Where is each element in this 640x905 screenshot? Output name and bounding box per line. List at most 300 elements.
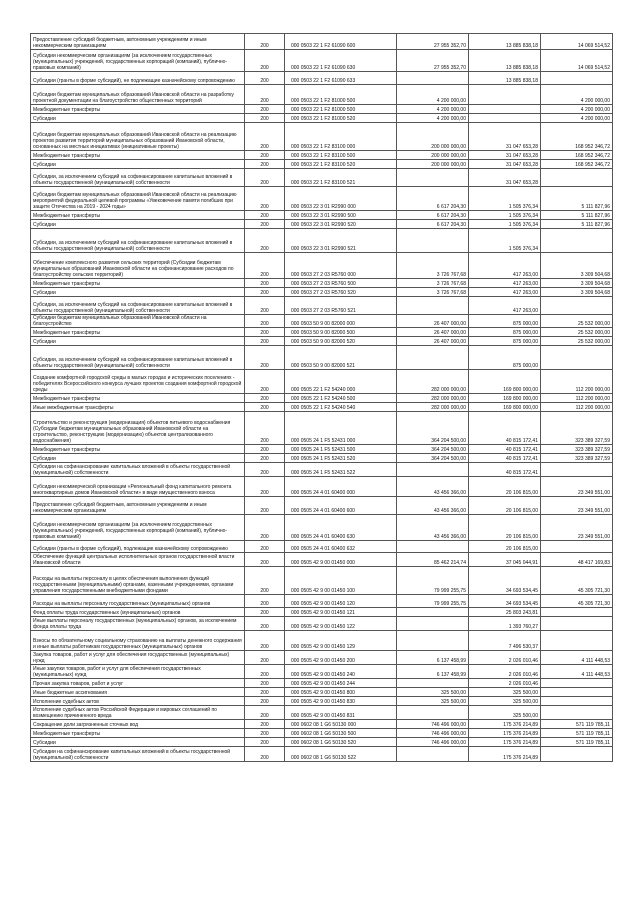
table-row [31,553,613,567]
row-name-cell: Предоставление субсидий бюджетным, автономным учреждениям и иным некоммерческим организациям [31,497,245,515]
row-name-cell: Субсидии [31,114,245,123]
table-row [31,541,613,553]
row-approved-amount-cell: 6 137 458,99 [397,665,469,679]
table-row [31,706,613,720]
row-budget-code-cell: 000 0503 22 3 01 R2990 500 [285,211,397,220]
row-budget-code-cell: 000 0602 08 1 G6 50130 520 [285,738,397,747]
row-remaining-amount-cell: 23 349 551,00 [541,515,613,541]
row-line-code-cell: 200 [245,454,285,463]
row-remaining-amount-cell [541,688,613,697]
row-budget-code-cell: 000 0503 22 3 01 R2990 000 [285,187,397,211]
row-approved-amount-cell [397,608,469,617]
row-line-code-cell: 200 [245,160,285,169]
row-approved-amount-cell: 200 000 000,00 [397,123,469,151]
row-executed-amount-cell: 875 000,00 [469,346,541,370]
row-executed-amount-cell: 417 263,00 [469,279,541,288]
row-executed-amount-cell: 417 263,00 [469,253,541,279]
row-budget-code-cell: 000 0503 22 1 F2 81000 500 [285,105,397,114]
row-executed-amount-cell: 175 376 214,89 [469,729,541,738]
row-budget-code-cell: 000 0503 22 1 F2 61090 633 [285,72,397,85]
row-budget-code-cell: 000 0505 42 9 00 01450 244 [285,679,397,688]
row-budget-code-cell: 000 0505 24 4 01 60400 600 [285,497,397,515]
table-row [31,297,613,315]
row-line-code-cell: 200 [245,34,285,50]
table-row [31,50,613,72]
row-remaining-amount-cell: 5 111 827,96 [541,220,613,229]
row-budget-code-cell: 000 0505 24 4 01 60400 632 [285,541,397,553]
row-executed-amount-cell: 1 505 376,34 [469,187,541,211]
row-budget-code-cell: 000 0505 24 1 F5 52431 522 [285,463,397,477]
row-line-code-cell: 200 [245,412,285,445]
row-name-cell: Закупка товаров, работ и услуг для обеспечения государственных (муниципальных) нужд [31,651,245,665]
row-name-cell: Субсидии [31,738,245,747]
row-remaining-amount-cell [541,747,613,762]
row-approved-amount-cell: 282 000 000,00 [397,394,469,403]
row-name-cell: Субсидии, за исключением субсидий на софинансирование капитальных вложений в объекты государственной (муниципальной) собственности [31,169,245,187]
row-remaining-amount-cell: 3 309 504,68 [541,279,613,288]
row-remaining-amount-cell: 25 532 000,00 [541,315,613,328]
row-remaining-amount-cell [541,541,613,553]
row-budget-code-cell: 000 0503 22 1 F2 81000 520 [285,114,397,123]
row-name-cell: Прочая закупка товаров, работ и услуг [31,679,245,688]
row-budget-code-cell: 000 0505 22 1 F2 54240 000 [285,370,397,394]
row-approved-amount-cell: 6 617 204,30 [397,211,469,220]
row-name-cell: Межбюджетные трансферты [31,445,245,454]
table-row [31,169,613,187]
table-row [31,720,613,729]
row-executed-amount-cell [469,114,541,123]
row-executed-amount-cell: 169 800 000,00 [469,394,541,403]
row-approved-amount-cell: 3 726 767,68 [397,288,469,297]
row-remaining-amount-cell: 323 389 327,59 [541,412,613,445]
row-budget-code-cell: 000 0505 24 4 01 60400 630 [285,515,397,541]
table-row [31,665,613,679]
row-approved-amount-cell: 746 496 000,00 [397,738,469,747]
row-remaining-amount-cell [541,169,613,187]
row-name-cell: Субсидии (гранты в форме субсидий), не подлежащие казначейскому сопровождению [31,72,245,85]
row-executed-amount-cell: 875 000,00 [469,337,541,346]
row-remaining-amount-cell: 5 111 827,96 [541,187,613,211]
row-executed-amount-cell: 175 376 214,89 [469,720,541,729]
row-executed-amount-cell: 875 000,00 [469,315,541,328]
table-row [31,697,613,706]
row-executed-amount-cell: 417 263,00 [469,297,541,315]
table-row [31,253,613,279]
row-line-code-cell: 200 [245,665,285,679]
row-approved-amount-cell: 282 000 000,00 [397,370,469,394]
row-executed-amount-cell: 2 026 010,46 [469,679,541,688]
row-approved-amount-cell: 4 200 000,00 [397,105,469,114]
row-remaining-amount-cell [541,617,613,631]
row-remaining-amount-cell: 4 200 000,00 [541,85,613,105]
row-executed-amount-cell: 7 496 530,37 [469,631,541,651]
table-row [31,747,613,762]
row-approved-amount-cell: 6 617 204,30 [397,220,469,229]
row-budget-code-cell: 000 0505 42 9 00 01450 831 [285,706,397,720]
row-approved-amount-cell: 3 726 767,68 [397,253,469,279]
row-remaining-amount-cell [541,706,613,720]
row-line-code-cell: 200 [245,151,285,160]
row-budget-code-cell: 000 0602 08 1 G6 50130 000 [285,720,397,729]
row-line-code-cell: 200 [245,515,285,541]
row-name-cell: Создание комфортной городской среды в малых городах и исторических поселениях - победителях Всероссийского конкурса лучших проектов создания комфортной городской среды [31,370,245,394]
row-remaining-amount-cell: 112 200 000,00 [541,370,613,394]
row-remaining-amount-cell: 14 069 514,52 [541,34,613,50]
row-budget-code-cell: 000 0602 08 1 G6 50130 500 [285,729,397,738]
row-budget-code-cell: 000 0503 22 1 F2 81000 500 [285,85,397,105]
table-row [31,403,613,412]
row-line-code-cell: 200 [245,679,285,688]
row-budget-code-cell: 000 0503 27 2 03 R5760 500 [285,279,397,288]
table-row [31,328,613,337]
row-line-code-cell: 200 [245,688,285,697]
row-approved-amount-cell [397,297,469,315]
row-remaining-amount-cell [541,297,613,315]
row-remaining-amount-cell: 23 349 551,00 [541,497,613,515]
row-budget-code-cell: 000 0503 22 1 F2 83100 520 [285,160,397,169]
row-line-code-cell: 200 [245,477,285,497]
row-name-cell: Субсидии, за исключением субсидий на софинансирование капитальных вложений в объекты государственной (муниципальной) собственности [31,297,245,315]
table-row [31,85,613,105]
table-row [31,211,613,220]
row-line-code-cell: 200 [245,346,285,370]
table-row [31,463,613,477]
row-remaining-amount-cell: 571 119 785,11 [541,738,613,747]
table-row [31,72,613,85]
row-remaining-amount-cell: 4 200 000,00 [541,114,613,123]
row-remaining-amount-cell: 323 389 327,59 [541,454,613,463]
row-budget-code-cell: 000 0503 27 2 03 R5760 520 [285,288,397,297]
row-executed-amount-cell: 2 026 010,46 [469,651,541,665]
row-line-code-cell: 200 [245,220,285,229]
row-line-code-cell: 200 [245,297,285,315]
row-budget-code-cell: 000 0503 22 1 F2 61090 600 [285,34,397,50]
table-row [31,738,613,747]
row-name-cell: Расходы на выплаты персоналу в целях обеспечения выполнения функций государственными (муниципальными) органами, казенными учреждениями, органами управления государственными внебюджетными фондами [31,567,245,595]
row-executed-amount-cell: 1 505 376,34 [469,211,541,220]
row-line-code-cell: 200 [245,279,285,288]
table-row [31,617,613,631]
row-approved-amount-cell: 200 000 000,00 [397,160,469,169]
row-executed-amount-cell: 325 500,00 [469,697,541,706]
row-executed-amount-cell: 2 026 010,46 [469,665,541,679]
budget-execution-table [30,33,613,762]
table-row [31,288,613,297]
row-approved-amount-cell: 282 000 000,00 [397,403,469,412]
table-row [31,567,613,595]
row-remaining-amount-cell: 3 309 504,68 [541,253,613,279]
row-executed-amount-cell [469,105,541,114]
row-budget-code-cell: 000 0503 22 3 01 R2990 521 [285,229,397,253]
row-line-code-cell: 200 [245,706,285,720]
row-line-code-cell: 200 [245,541,285,553]
row-remaining-amount-cell [541,463,613,477]
row-line-code-cell: 200 [245,288,285,297]
row-name-cell: Строительство и реконструкция (модернизация) объектов питьевого водоснабжения (Субсидии бюджетам муниципальных образований Ивановской области на строительство, реконструкцию (модернизацию) объектов централизованного водоснабжения) [31,412,245,445]
table-row [31,105,613,114]
row-name-cell: Субсидии [31,337,245,346]
row-approved-amount-cell: 6 617 204,30 [397,187,469,211]
row-remaining-amount-cell: 112 200 000,00 [541,394,613,403]
table-body [31,34,613,762]
row-budget-code-cell: 000 0505 24 1 F5 52431 500 [285,445,397,454]
row-approved-amount-cell: 26 407 000,00 [397,315,469,328]
row-budget-code-cell: 000 0503 22 1 F2 83100 521 [285,169,397,187]
row-budget-code-cell: 000 0505 42 9 00 01450 100 [285,567,397,595]
row-name-cell: Субсидии на софинансирование капитальных вложений в объекты государственной (муниципальной) собственности [31,463,245,477]
row-executed-amount-cell: 169 800 000,00 [469,370,541,394]
row-line-code-cell: 200 [245,211,285,220]
row-approved-amount-cell: 85 462 214,74 [397,553,469,567]
row-line-code-cell: 200 [245,315,285,328]
row-remaining-amount-cell [541,697,613,706]
row-name-cell: Субсидии [31,160,245,169]
row-line-code-cell: 200 [245,370,285,394]
row-name-cell: Исполнение судебных актов [31,697,245,706]
row-remaining-amount-cell: 4 111 448,53 [541,651,613,665]
row-line-code-cell: 200 [245,463,285,477]
row-remaining-amount-cell: 4 200 000,00 [541,105,613,114]
table-row [31,688,613,697]
table-row [31,151,613,160]
row-executed-amount-cell: 20 106 815,00 [469,541,541,553]
row-line-code-cell: 200 [245,114,285,123]
row-name-cell: Обеспечение комплексного развития сельских территорий (Субсидии бюджетам муниципальных образований Ивановской области на софинансирование расходов по благоустройству сельских территорий) [31,253,245,279]
row-name-cell: Иные бюджетные ассигнования [31,688,245,697]
row-budget-code-cell: 000 0503 50 9 00 82000 500 [285,328,397,337]
row-name-cell: Обеспечение функций центральных исполнительных органов государственной власти Ивановской области [31,553,245,567]
row-executed-amount-cell: 20 106 815,00 [469,477,541,497]
table-row [31,114,613,123]
row-line-code-cell: 200 [245,187,285,211]
row-name-cell: Субсидии бюджетам муниципальных образований Ивановской области на реализацию мероприятий федеральной целевой программы «Увековечение памяти погибших при защите Отечества на 2019 - 2024 годы» [31,187,245,211]
table-row [31,454,613,463]
row-line-code-cell: 200 [245,445,285,454]
row-executed-amount-cell: 325 500,00 [469,706,541,720]
table-row [31,315,613,328]
row-approved-amount-cell [397,679,469,688]
row-name-cell: Исполнение судебных актов Российской Федерации и мировых соглашений по возмещению причиненного вреда [31,706,245,720]
row-executed-amount-cell: 31 047 653,28 [469,123,541,151]
row-budget-code-cell: 000 0503 50 9 00 82000 521 [285,346,397,370]
row-approved-amount-cell: 746 496 000,00 [397,720,469,729]
row-approved-amount-cell: 4 200 000,00 [397,114,469,123]
row-executed-amount-cell: 13 885 838,18 [469,50,541,72]
row-name-cell: Иные закупки товаров, работ и услуг для обеспечения государственных (муниципальных) нужд [31,665,245,679]
row-budget-code-cell: 000 0505 42 9 00 01450 121 [285,608,397,617]
row-budget-code-cell: 000 0503 50 9 00 82000 520 [285,337,397,346]
row-approved-amount-cell [397,617,469,631]
row-budget-code-cell: 000 0505 42 9 00 01450 122 [285,617,397,631]
row-name-cell: Межбюджетные трансферты [31,211,245,220]
row-name-cell: Субсидии некоммерческой организации «Региональный фонд капитального ремонта многоквартирных домов Ивановской области» в виде имущественного взноса [31,477,245,497]
row-approved-amount-cell: 43 456 366,00 [397,497,469,515]
row-line-code-cell: 200 [245,553,285,567]
row-remaining-amount-cell [541,631,613,651]
row-line-code-cell: 200 [245,403,285,412]
row-remaining-amount-cell: 168 952 346,72 [541,123,613,151]
row-approved-amount-cell: 3 726 767,68 [397,279,469,288]
row-executed-amount-cell: 40 815 172,41 [469,445,541,454]
table-row [31,394,613,403]
row-approved-amount-cell [397,747,469,762]
row-approved-amount-cell: 27 955 352,70 [397,50,469,72]
row-line-code-cell: 200 [245,738,285,747]
table-row [31,346,613,370]
row-name-cell: Предоставление субсидий бюджетным, автономным учреждениям и иным некоммерческим организациям [31,34,245,50]
row-approved-amount-cell: 26 407 000,00 [397,328,469,337]
row-remaining-amount-cell: 3 309 504,68 [541,288,613,297]
row-approved-amount-cell: 6 137 458,99 [397,651,469,665]
row-approved-amount-cell: 79 999 255,75 [397,567,469,595]
row-executed-amount-cell: 1 393 760,27 [469,617,541,631]
row-executed-amount-cell: 25 803 243,81 [469,608,541,617]
row-executed-amount-cell: 169 800 000,00 [469,403,541,412]
row-line-code-cell: 200 [245,123,285,151]
row-executed-amount-cell: 31 047 653,28 [469,160,541,169]
row-name-cell: Фонд оплаты труда государственных (муниципальных) органов [31,608,245,617]
table-row [31,220,613,229]
row-line-code-cell: 200 [245,85,285,105]
row-executed-amount-cell: 175 376 214,89 [469,747,541,762]
row-approved-amount-cell: 79 999 255,75 [397,595,469,608]
row-name-cell: Субсидии бюджетам муниципальных образований Ивановской области на благоустройство [31,315,245,328]
row-remaining-amount-cell: 25 532 000,00 [541,328,613,337]
row-budget-code-cell: 000 0503 27 2 03 R5760 521 [285,297,397,315]
row-remaining-amount-cell: 571 119 785,11 [541,729,613,738]
row-remaining-amount-cell [541,608,613,617]
row-name-cell: Субсидии бюджетам муниципальных образований Ивановской области на разработку проектной документации на благоустройство общественных территорий [31,85,245,105]
row-approved-amount-cell: 200 000 000,00 [397,151,469,160]
row-approved-amount-cell: 364 204 500,00 [397,445,469,454]
row-approved-amount-cell: 27 955 352,70 [397,34,469,50]
row-budget-code-cell: 000 0503 22 3 01 R2990 520 [285,220,397,229]
row-approved-amount-cell: 325 500,00 [397,697,469,706]
row-name-cell: Межбюджетные трансферты [31,394,245,403]
row-executed-amount-cell [469,85,541,105]
row-executed-amount-cell: 34 693 534,45 [469,595,541,608]
row-line-code-cell: 200 [245,567,285,595]
table-row [31,515,613,541]
row-approved-amount-cell: 43 456 366,00 [397,477,469,497]
row-line-code-cell: 200 [245,105,285,114]
row-remaining-amount-cell: 23 349 551,00 [541,477,613,497]
table-row [31,477,613,497]
row-line-code-cell: 200 [245,720,285,729]
row-budget-code-cell: 000 0602 08 1 G6 50130 522 [285,747,397,762]
table-row [31,160,613,169]
row-name-cell: Субсидии [31,454,245,463]
row-line-code-cell: 200 [245,595,285,608]
row-line-code-cell: 200 [245,747,285,762]
row-executed-amount-cell: 20 106 815,00 [469,515,541,541]
row-executed-amount-cell: 40 815 172,41 [469,463,541,477]
row-remaining-amount-cell [541,229,613,253]
table-row [31,445,613,454]
row-approved-amount-cell: 325 500,00 [397,688,469,697]
row-executed-amount-cell: 175 376 214,89 [469,738,541,747]
row-budget-code-cell: 000 0505 22 1 F2 54240 540 [285,403,397,412]
table-row [31,370,613,394]
row-line-code-cell: 200 [245,608,285,617]
table-row [31,337,613,346]
row-executed-amount-cell: 13 885 838,18 [469,34,541,50]
row-approved-amount-cell [397,169,469,187]
row-executed-amount-cell: 40 815 172,41 [469,454,541,463]
row-approved-amount-cell: 364 204 500,00 [397,454,469,463]
row-remaining-amount-cell: 323 389 327,59 [541,445,613,454]
row-remaining-amount-cell: 571 119 785,11 [541,720,613,729]
row-budget-code-cell: 000 0505 42 9 00 01450 240 [285,665,397,679]
row-approved-amount-cell: 43 456 366,00 [397,515,469,541]
row-name-cell: Межбюджетные трансферты [31,328,245,337]
row-budget-code-cell: 000 0503 22 1 F2 83100 000 [285,123,397,151]
row-remaining-amount-cell: 25 532 000,00 [541,337,613,346]
row-remaining-amount-cell: 168 952 346,72 [541,160,613,169]
row-budget-code-cell: 000 0505 42 9 00 01450 830 [285,697,397,706]
table-row [31,608,613,617]
row-approved-amount-cell: 4 200 000,00 [397,85,469,105]
table-row [31,412,613,445]
row-name-cell: Расходы на выплаты персоналу государственных (муниципальных) органов [31,595,245,608]
table-row [31,729,613,738]
row-approved-amount-cell [397,463,469,477]
row-line-code-cell: 200 [245,50,285,72]
table-row [31,123,613,151]
row-remaining-amount-cell: 112 200 000,00 [541,403,613,412]
row-budget-code-cell: 000 0505 42 9 00 01450 129 [285,631,397,651]
row-remaining-amount-cell: 168 952 346,72 [541,151,613,160]
row-approved-amount-cell: 364 204 500,00 [397,412,469,445]
row-name-cell: Межбюджетные трансферты [31,105,245,114]
row-budget-code-cell: 000 0505 42 9 00 01450 800 [285,688,397,697]
table-row [31,187,613,211]
row-remaining-amount-cell: 48 417 169,83 [541,553,613,567]
row-remaining-amount-cell: 5 111 827,96 [541,211,613,220]
row-budget-code-cell: 000 0505 24 1 F5 52431 520 [285,454,397,463]
row-line-code-cell: 200 [245,651,285,665]
row-name-cell: Субсидии [31,220,245,229]
row-budget-code-cell: 000 0505 24 1 F5 52431 000 [285,412,397,445]
row-budget-code-cell: 000 0505 24 4 01 60400 000 [285,477,397,497]
row-executed-amount-cell: 325 500,00 [469,688,541,697]
row-name-cell: Межбюджетные трансферты [31,151,245,160]
row-name-cell: Межбюджетные трансферты [31,279,245,288]
row-budget-code-cell: 000 0505 42 9 00 01450 200 [285,651,397,665]
row-budget-code-cell: 000 0503 27 2 03 R5760 000 [285,253,397,279]
row-line-code-cell: 200 [245,337,285,346]
row-executed-amount-cell: 1 505 376,34 [469,220,541,229]
row-remaining-amount-cell: 45 305 721,30 [541,567,613,595]
row-executed-amount-cell: 13 885 838,18 [469,72,541,85]
row-remaining-amount-cell [541,679,613,688]
row-remaining-amount-cell: 4 111 448,53 [541,665,613,679]
row-remaining-amount-cell [541,72,613,85]
row-line-code-cell: 200 [245,169,285,187]
row-remaining-amount-cell [541,346,613,370]
row-name-cell: Субсидии (гранты в форме субсидий), подлежащие казначейскому сопровождению [31,541,245,553]
row-budget-code-cell: 000 0505 22 1 F2 54240 500 [285,394,397,403]
row-approved-amount-cell [397,346,469,370]
row-remaining-amount-cell: 14 069 514,52 [541,50,613,72]
row-approved-amount-cell [397,72,469,85]
row-line-code-cell: 200 [245,229,285,253]
row-line-code-cell: 200 [245,497,285,515]
row-approved-amount-cell [397,229,469,253]
budget-execution-table-page [30,33,612,762]
row-executed-amount-cell: 31 047 653,28 [469,151,541,160]
row-name-cell: Взносы по обязательному социальному страхованию на выплаты денежного содержания и иные выплаты работникам государственных (муниципальных) органов [31,631,245,651]
